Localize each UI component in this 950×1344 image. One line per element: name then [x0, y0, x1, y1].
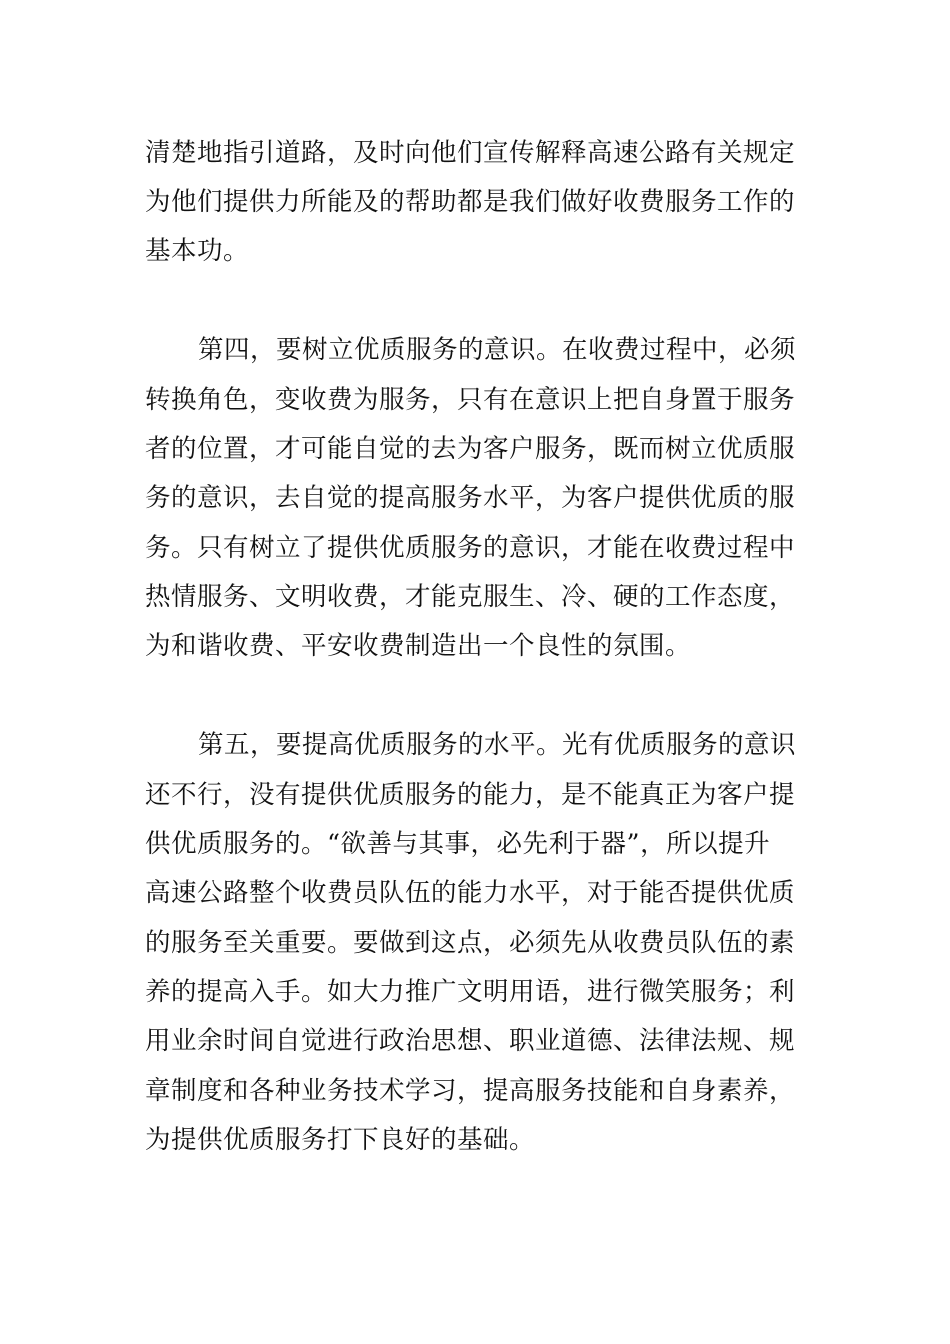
paragraph-3-line-4: 高速公路整个收费员队伍的能力水平，对于能否提供优质: [145, 878, 796, 908]
paragraph-3-line-1: 第五，要提高优质服务的水平。光有优质服务的意识: [198, 730, 797, 760]
paragraph-2-line-7: 为和谐收费、平安收费制造出一个良性的氛围。: [145, 631, 692, 661]
paragraph-3-line-9: 为提供优质服务打下良好的基础。: [145, 1125, 536, 1155]
paragraph-3-line-7: 用业余时间自觉进行政治思想、职业道德、法律法规、规: [145, 1026, 796, 1056]
paragraph-3-line-5: 的服务至关重要。要做到这点，必须先从收费员队伍的素: [145, 928, 796, 958]
paragraph-3-line-3: 供优质服务的。“欲善与其事，必先利于器”，所以提升: [145, 829, 771, 859]
paragraph-2-line-1: 第四，要树立优质服务的意识。在收费过程中，必须: [198, 335, 797, 365]
paragraph-1-line-3: 基本功。: [145, 236, 250, 266]
paragraph-1-line-1: 清楚地指引道路，及时向他们宣传解释高速公路有关规定: [145, 138, 796, 168]
paragraph-2-line-3: 者的位置，才可能自觉的去为客户服务，既而树立优质服: [145, 434, 796, 464]
paragraph-3-line-6: 养的提高入手。如大力推广文明用语，进行微笑服务；利: [145, 977, 796, 1007]
paragraph-3-line-8: 章制度和各种业务技术学习，提高服务技能和自身素养，: [145, 1076, 796, 1106]
paragraph-2-line-6: 热情服务、文明收费，才能克服生、冷、硬的工作态度，: [145, 582, 796, 612]
paragraph-1-line-2: 为他们提供力所能及的帮助都是我们做好收费服务工作的: [145, 187, 796, 217]
paragraph-3-line-2: 还不行，没有提供优质服务的能力，是不能真正为客户提: [145, 780, 796, 810]
paragraph-2-line-4: 务的意识，去自觉的提高服务水平，为客户提供优质的服: [145, 483, 796, 513]
paragraph-2-line-2: 转换角色，变收费为服务，只有在意识上把自身置于服务: [145, 385, 796, 415]
paragraph-2-line-5: 务。只有树立了提供优质服务的意识，才能在收费过程中: [145, 533, 796, 563]
